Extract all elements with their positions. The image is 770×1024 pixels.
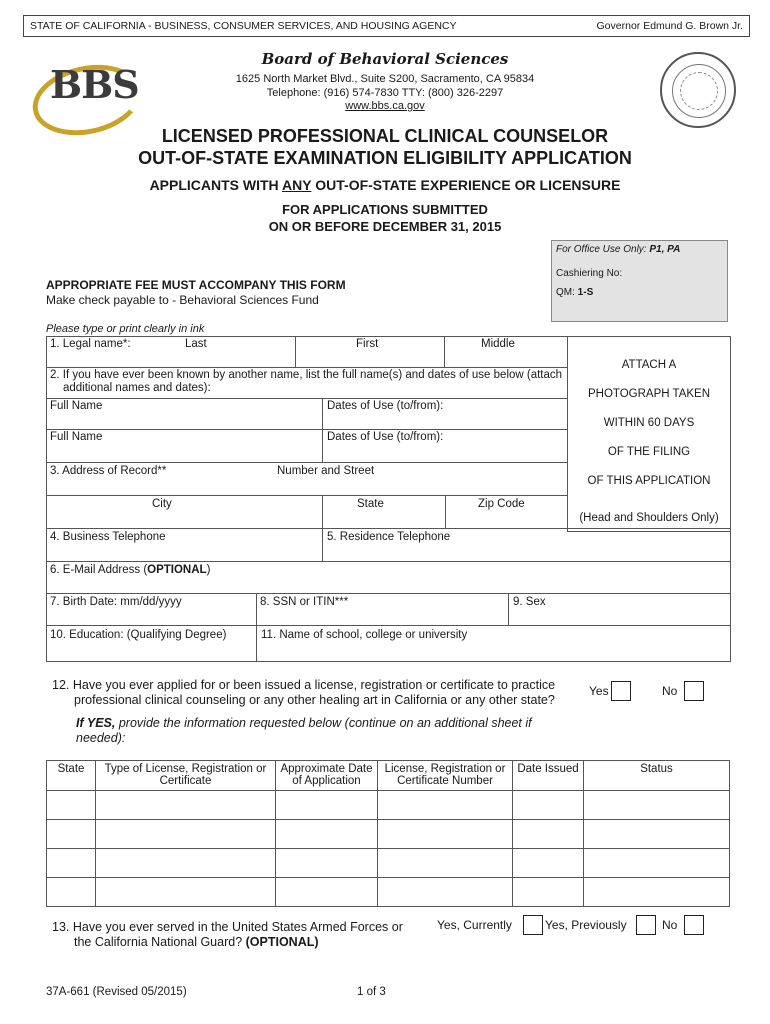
form-id: 37A-661 (Revised 05/2015) [46,986,187,998]
photo-line4: OF THE FILING [607,446,691,458]
table-row[interactable] [47,820,730,849]
q13-line2: the California National Guard? (OPTIONAL) [74,935,319,949]
business-phone-label: 4. Business Telephone [50,531,166,543]
q12-no-checkbox[interactable] [684,681,704,701]
last-name-label: Last [185,338,207,350]
subtitle-pre: APPLICANTS WITH [149,177,283,193]
q12-no-label: No [662,684,678,698]
q13-line1: 13. Have you ever served in the United States Armed Forces or [52,920,403,934]
email-field[interactable] [46,561,731,594]
school-field[interactable] [256,625,731,662]
subtitle-any: ANY [282,177,312,193]
office-use-codes: P1, PA [649,244,681,255]
full-name-label: Full Name [50,431,103,443]
license-history-table [46,760,730,907]
col-type-header: Type of License, Registration or Certificate [96,761,276,791]
education-field[interactable] [46,625,257,662]
birth-date-label: 7. Birth Date: mm/dd/yyyy [50,596,182,608]
form-title-line1: LICENSED PROFESSIONAL CLINICAL COUNSELOR [161,126,609,146]
q12-ifyes-line1: If YES, provide the information requested below (continue on an additional sheet if [76,716,532,730]
submission-note-line2: ON OR BEFORE DECEMBER 31, 2015 [268,219,502,234]
legal-name-last-field[interactable] [46,336,296,368]
board-phone: Telephone: (916) 574-7830 TTY: (800) 326-2297 [266,87,504,99]
q13-yes-previously-label: Yes, Previously [545,918,627,932]
form-subtitle [0,177,770,193]
education-label: 10. Education: (Qualifying Degree) [50,629,227,641]
col-date-applied-header: Approximate Date of Application [276,761,378,791]
address-of-record-label: 3. Address of Record** [50,465,167,477]
q13-yes-currently-label: Yes, Currently [437,918,512,932]
table-header-row [47,761,730,791]
q12-ifyes-line2: needed): [76,731,126,745]
print-instruction: Please type or print clearly in ink [46,323,205,335]
q12-line2: professional clinical counseling or any other healing art in California or any other state? [74,693,555,707]
agency-name: STATE OF CALIFORNIA - BUSINESS, CONSUMER SERVICES, AND HOUSING AGENCY [30,20,457,32]
other-full-name-field-2[interactable] [46,429,323,463]
ssn-field[interactable] [256,593,509,626]
q13-no-label: No [662,918,678,932]
state-field[interactable] [322,495,446,529]
col-number-header: License, Registration or Certificate Number [378,761,513,791]
payable-note: Make check payable to - Behavioral Sciences Fund [46,293,319,307]
qm-value: 1-S [577,287,594,298]
board-website[interactable]: www.bbs.ca.gov [345,100,425,112]
photo-line3: WITHIN 60 DAYS [603,417,695,429]
email-optional: OPTIONAL [147,564,207,576]
board-address: 1625 North Market Blvd., Suite S200, Sacramento, CA 95834 [235,73,535,85]
cashiering-label: Cashiering No: [556,268,623,279]
ssn-label: 8. SSN or ITIN*** [260,596,349,608]
business-phone-field[interactable] [46,528,323,562]
legal-name-label: 1. Legal name*: [50,338,131,350]
sex-label: 9. Sex [513,596,546,608]
other-names-line2: additional names and dates): [63,382,211,394]
q13-no-checkbox[interactable] [684,915,704,935]
state-label: State [357,498,384,510]
first-name-label: First [356,338,379,350]
col-date-issued-header: Date Issued [513,761,584,791]
col-state-header: State [47,761,96,791]
dates-of-use-label: Dates of Use (to/from): [327,431,444,443]
form-title-line2: OUT-OF-STATE EXAMINATION ELIGIBILITY APPLICATION [138,148,632,168]
zip-label: Zip Code [478,498,525,510]
governor-name: Governor Edmund G. Brown Jr. [596,20,743,32]
sex-field[interactable] [508,593,731,626]
other-full-name-field-1[interactable] [46,398,323,430]
photo-line1: ATTACH A [621,359,677,371]
zip-field[interactable] [445,495,568,529]
photo-line2: PHOTOGRAPH TAKEN [587,388,711,400]
qm-label: QM: 1-S [556,287,594,298]
email-label: 6. E-Mail Address (OPTIONAL) [50,564,211,576]
board-name: Board of Behavioral Sciences [261,50,509,68]
bbs-logo [30,58,150,126]
photo-line5: OF THIS APPLICATION [587,475,711,487]
q12-ifyes-bold: If YES, [76,716,116,730]
state-seal-icon [660,52,736,128]
legal-name-first-field[interactable] [295,336,445,368]
table-row[interactable] [47,791,730,820]
q12-line1: 12. Have you ever applied for or been issued a license, registration or certificate to practice [52,678,556,692]
logo-text: BBS [50,62,139,107]
q13-yes-currently-checkbox[interactable] [523,915,543,935]
other-names-line1: 2. If you have ever been known by another name, list the full name(s) and dates of use below (attach [50,369,563,381]
subtitle-post: OUT-OF-STATE EXPERIENCE OR LICENSURE [311,177,621,193]
board-info [200,50,570,112]
dates-of-use-field-1[interactable] [322,398,568,430]
q13-optional: (OPTIONAL) [245,935,319,949]
school-label: 11. Name of school, college or university [261,629,468,641]
q12-yes-checkbox[interactable] [611,681,631,701]
col-status-header: Status [584,761,730,791]
legal-name-middle-field[interactable] [444,336,568,368]
office-use-box [551,240,728,322]
table-row[interactable] [47,849,730,878]
number-street-label: Number and Street [277,465,375,477]
other-names-header [46,367,568,399]
submission-note-line1: FOR APPLICATIONS SUBMITTED [282,202,488,217]
full-name-label: Full Name [50,400,103,412]
residence-phone-label: 5. Residence Telephone [327,531,451,543]
office-use-label: For Office Use Only: P1, PA [556,244,681,255]
table-row[interactable] [47,878,730,907]
dates-of-use-label: Dates of Use (to/from): [327,400,444,412]
residence-phone-field[interactable] [322,528,731,562]
photo-line6: (Head and Shoulders Only) [579,512,719,524]
fee-notice: APPROPRIATE FEE MUST ACCOMPANY THIS FORM [46,278,346,292]
seal-center [680,72,718,110]
page-number: 1 of 3 [357,986,386,998]
agency-header-bar [23,15,750,37]
birth-date-field[interactable] [46,593,257,626]
q12-yes-label: Yes [589,684,609,698]
middle-name-label: Middle [481,338,515,350]
city-label: City [152,498,172,510]
q13-yes-previously-checkbox[interactable] [636,915,656,935]
dates-of-use-field-2[interactable] [322,429,568,463]
address-street-field[interactable] [46,462,568,496]
city-field[interactable] [46,495,323,529]
